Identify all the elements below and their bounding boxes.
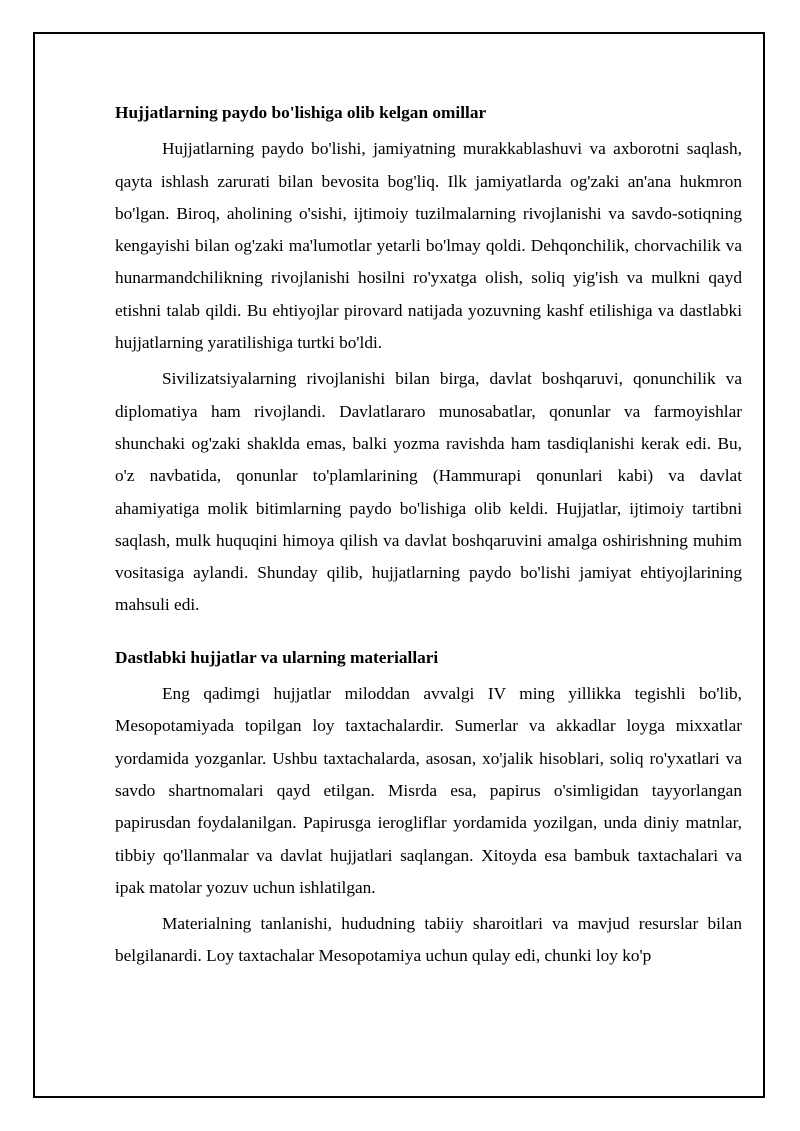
paragraph: Eng qadimgi hujjatlar miloddan avvalgi IV ming yillikka tegishli bo'lib, Mesopotamiyada topilgan loy taxtachalardir. Sumerlar va akkadlar loyga mixxatlar yordamida yozganlar. Ushbu taxtachalarda, asosan, xo'jalik hisoblari, soliq ro'yxatlari va savdo shartnomalari qayd etilgan. Misrda esa, papirus o'simligidan tayyorlangan papirusdan foydalanilgan. Papirusga ierogliflar yordamida yozilgan, unda diniy matnlar, tibbiy qo'llanmalar va davlat hujjatlari saqlangan. Xitoyda esa bambuk taxtachalari va ipak matolar yozuv uchun ishlatilgan. [115, 684, 742, 897]
paragraph: Hujjatlarning paydo bo'lishi, jamiyatning murakkablashuvi va axborotni saqlash, qayta ishlash zarurati bilan bevosita bog'liq. Ilk jamiyatlarda og'zaki an'ana hukmron bo'lgan. Biroq, aholining o'sishi, ijtimoiy tuzilmalarning rivojlanishi va savdo-sotiqning kengayishi bilan og'zaki ma'lumotlar yetarli bo'lmay qoldi. Dehqonchilik, chorvachilik va hunarmandchilikning rivojlanishi hosilni ro'yxatga olish, soliq yig'ish va mulkni qayd etishni talab qildi. Bu ehtiyojlar pirovard natijada yozuvning kashf etilishiga va dastlabki hujjatlarning yaratilishiga turtki bo'ldi. [115, 139, 742, 353]
document-body [115, 97, 742, 973]
paragraph: Sivilizatsiyalarning rivojlanishi bilan birga, davlat boshqaruvi, qonunchilik va diplomatiya ham rivojlandi. Davlatlararo munosabatlar, qonunlar va farmoyishlar shunchaki og'zaki shaklda emas, balki yozma ravishda ham tasdiqlanishi kerak edi. Bu, o'z navbatida, qonunlar to'plamlarining (Hammurapi qonunlari kabi) va davlat ahamiyatiga molik bitimlarning paydo bo'lishiga olib keldi. Hujjatlar, ijtimoiy tartibni saqlash, mulk huquqini himoya qilish va davlat boshqaruvini amalga oshirishning muhim vositasiga aylandi. Shunday qilib, hujjatlarning paydo bo'lishi jamiyat ehtiyojlarining mahsuli edi. [115, 369, 742, 615]
paragraph: Materialning tanlanishi, hududning tabiiy sharoitlari va mavjud resurslar bilan belgilanardi. Loy taxtachalar Mesopotamiya uchun qulay edi, chunki loy ko'p [115, 914, 742, 966]
section-heading-factors: Hujjatlarning paydo bo'lishiga olib kelgan omillar [115, 103, 487, 122]
section-heading-early-documents: Dastlabki hujjatlar va ularning materiallari [115, 647, 439, 667]
